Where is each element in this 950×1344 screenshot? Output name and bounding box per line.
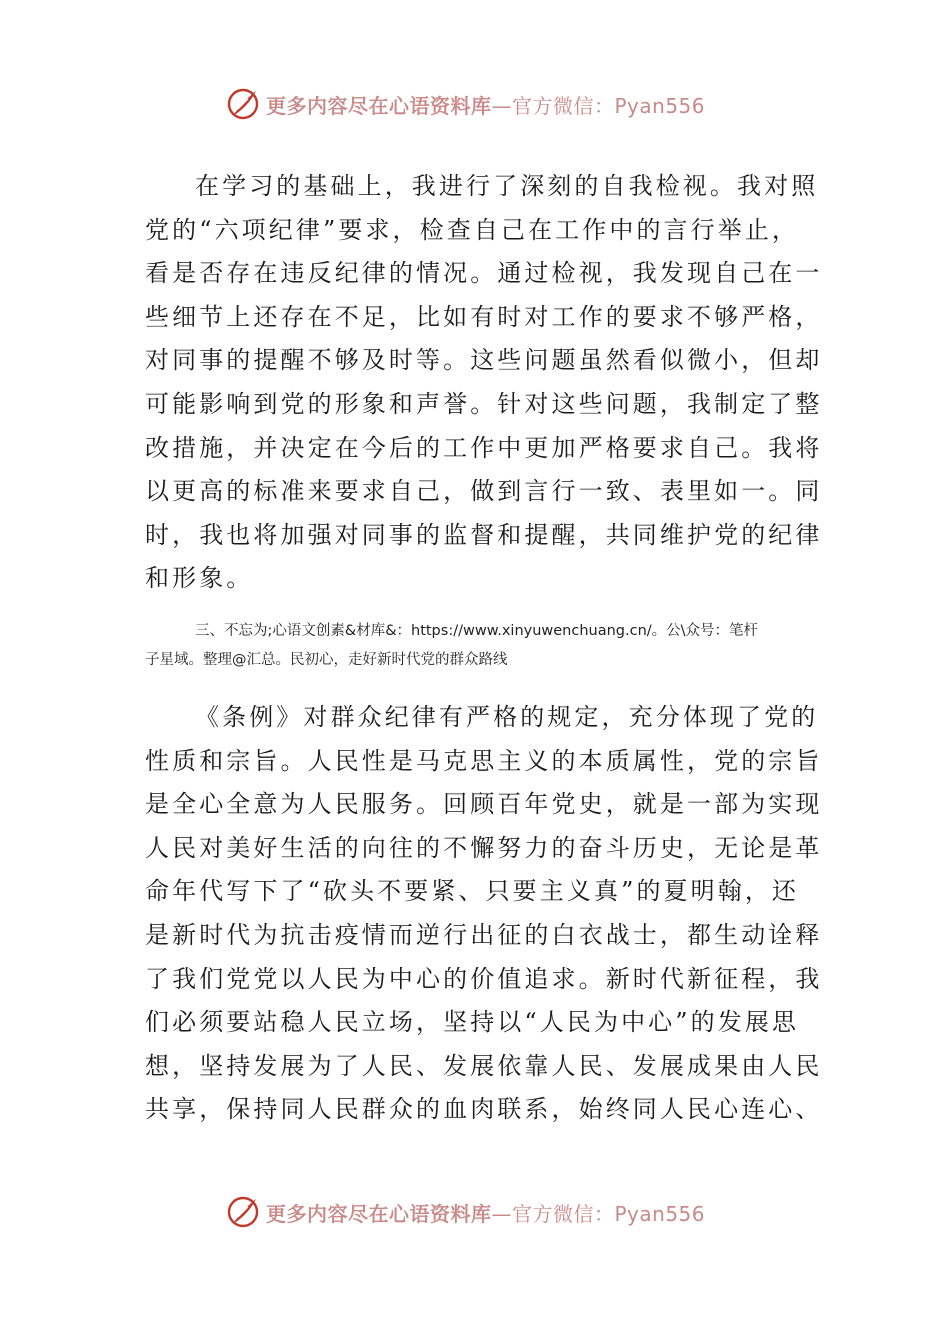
header-banner	[226, 84, 746, 124]
heading-line: 三、不忘为;心语文创素&材库&：https://www.xinyuwenchuang.cn/。公\众号：笔杆	[195, 623, 759, 639]
banner-text	[266, 1198, 705, 1227]
banner-site: 更多内容尽在心语资料库	[266, 1201, 492, 1226]
paragraph-line: 以更高的标准来要求自己，做到言行一致、表里如一。同	[145, 477, 823, 506]
banner-dash: —	[491, 1201, 512, 1226]
quill-logo-icon	[226, 1195, 260, 1229]
paragraph-line: 改措施，并决定在今后的工作中更加严格要求自己。我将	[145, 433, 823, 462]
footer-banner	[226, 1192, 746, 1232]
paragraph-line: 了我们党党以人民为中心的价值追求。新时代新征程，我	[145, 964, 823, 993]
paragraph-line: 对同事的提醒不够及时等。这些问题虽然看似微小，但却	[145, 346, 823, 375]
section-heading	[145, 617, 805, 675]
paragraph-line: 是全心全意为人民服务。回顾百年党史，就是一部为实现	[145, 790, 823, 819]
paragraph-line: 些细节上还存在不足，比如有时对工作的要求不够严格，	[145, 302, 823, 331]
banner-wechat-code: Pyan556	[614, 93, 706, 118]
paragraph-line: 可能影响到党的形象和声誉。针对这些问题，我制定了整	[145, 389, 823, 418]
paragraph-line: 和形象。	[145, 564, 254, 593]
banner-text	[266, 90, 705, 119]
paragraph-line: 命年代写下了“砍头不要紧、只要主义真”的夏明翰，还	[145, 877, 800, 906]
banner-wechat-label: 官方微信：	[512, 1201, 615, 1226]
paragraph-line: 党的“六项纪律”要求，检查自己在工作中的言行举止，	[145, 215, 800, 244]
quill-logo-icon	[226, 87, 260, 121]
banner-site: 更多内容尽在心语资料库	[266, 93, 492, 118]
paragraph-line: 共享，保持同人民群众的血肉联系，始终同人民心连心、	[145, 1095, 823, 1124]
paragraph-line: 性质和宗旨。人民性是马克思主义的本质属性，党的宗旨	[145, 746, 823, 775]
paragraph-line: 在学习的基础上，我进行了深刻的自我检视。我对照	[195, 172, 819, 200]
heading-line: 子星域。整理@汇总。民初心，走好新时代党的群众路线	[145, 652, 508, 668]
paragraph-line: 们必须要站稳人民立场，坚持以“人民为中心”的发展思	[145, 1008, 800, 1037]
paragraph-line: 是新时代为抗击疫情而逆行出征的白衣战士，都生动诠释	[145, 920, 823, 949]
paragraph-line: 《条例》对群众纪律有严格的规定，充分体现了党的	[195, 703, 819, 731]
banner-wechat-code: Pyan556	[614, 1201, 706, 1226]
paragraph-line: 人民对美好生活的向往的不懈努力的奋斗历史，无论是革	[145, 833, 823, 862]
body-paragraph-1	[145, 165, 823, 601]
banner-wechat-label: 官方微信：	[512, 93, 615, 118]
paragraph-line: 想，坚持发展为了人民、发展依靠人民、发展成果由人民	[145, 1051, 823, 1080]
paragraph-line: 看是否存在违反纪律的情况。通过检视，我发现自己在一	[145, 259, 823, 288]
body-paragraph-2	[145, 696, 823, 1132]
paragraph-line: 时，我也将加强对同事的监督和提醒，共同维护党的纪律	[145, 520, 823, 549]
banner-dash: —	[491, 93, 512, 118]
